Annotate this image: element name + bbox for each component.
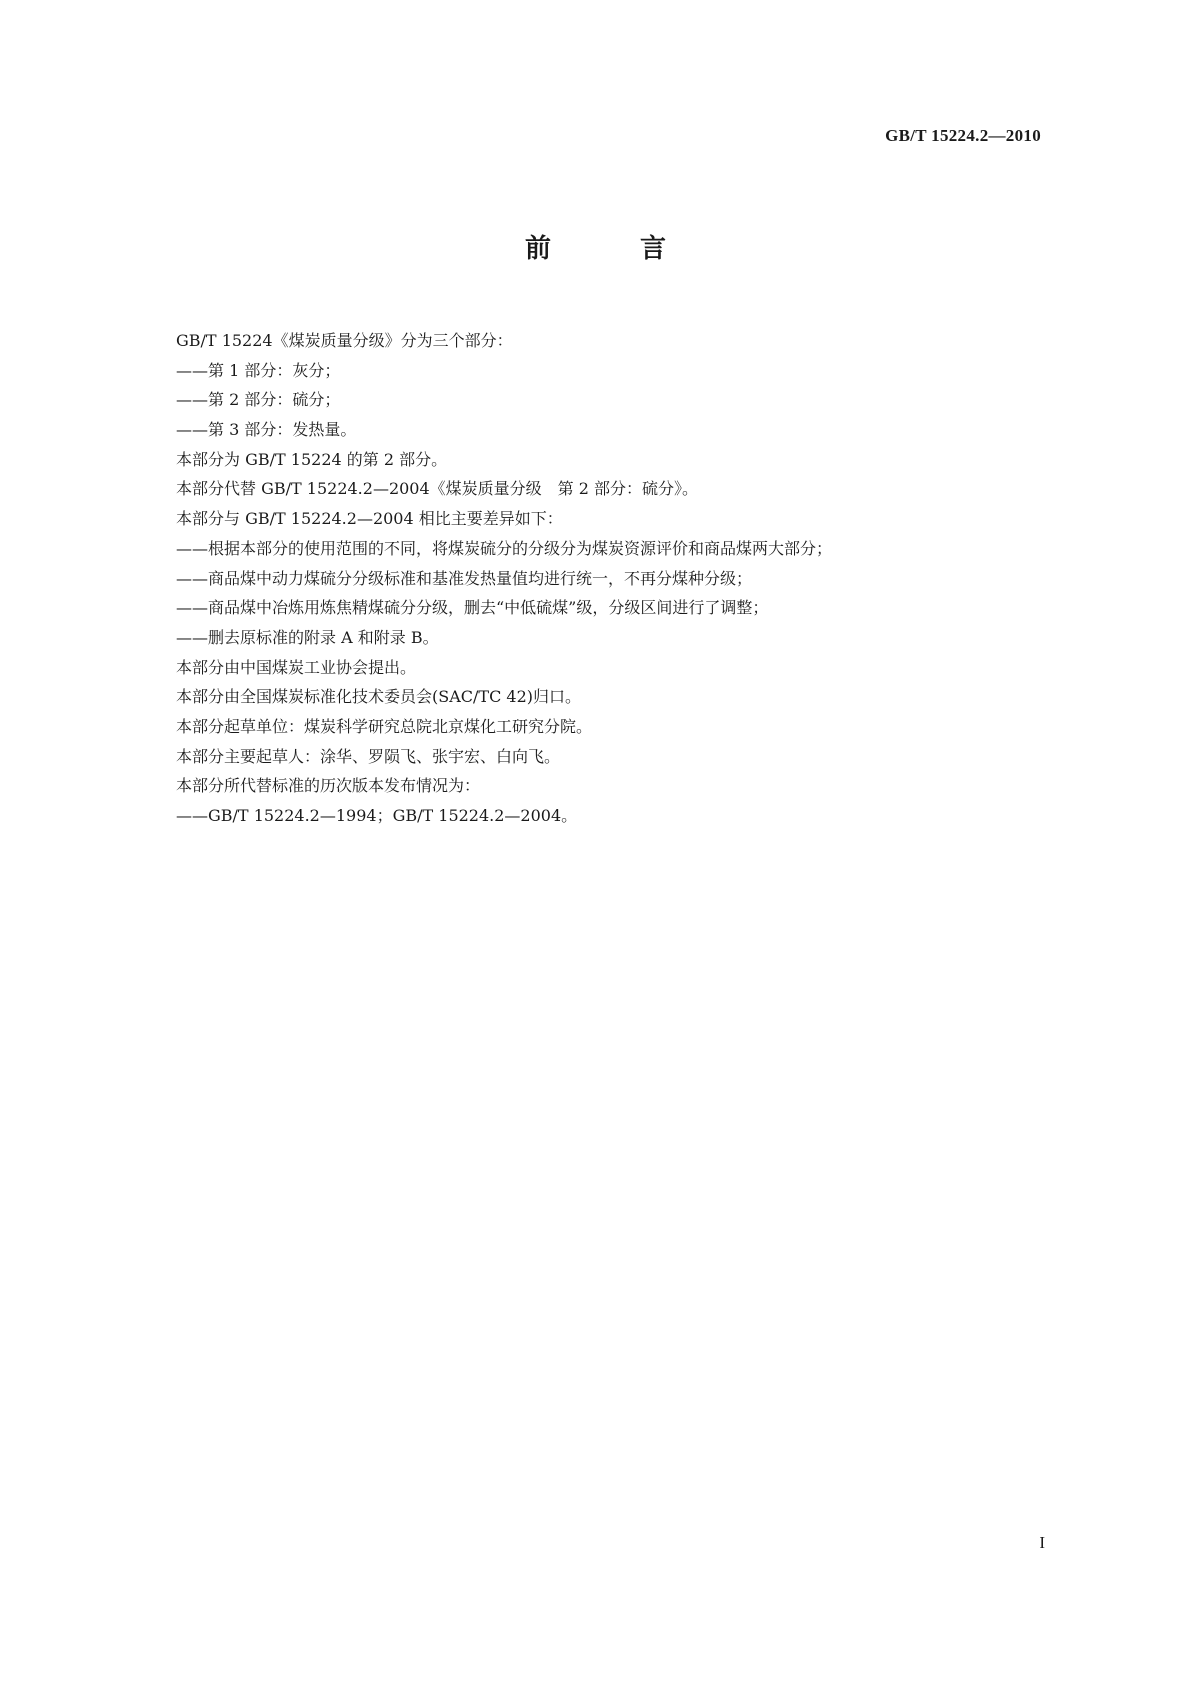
text-line: 本部分所代替标准的历次版本发布情况为： [176,776,481,796]
foreword-body [176,326,1036,831]
text-line: ——商品煤中冶炼用炼焦精煤硫分分级，删去“中低硫煤”级，分级区间进行了调整； [176,598,769,618]
page-number: I [1039,1533,1045,1552]
text-line: 本部分为 GB/T 15224 的第 2 部分。 [176,449,448,469]
text-line: ——第 3 部分：发热量。 [176,420,357,440]
text-line: ——根据本部分的使用范围的不同，将煤炭硫分的分级分为煤炭资源评价和商品煤两大部分； [176,538,833,558]
text-line: 本部分由全国煤炭标准化技术委员会(SAC/TC 42)归口。 [176,687,581,707]
text-line: ——删去原标准的附录 A 和附录 B。 [176,627,439,647]
text-line: 本部分代替 GB/T 15224.2—2004《煤炭质量分级 第 2 部分：硫分》。 [176,479,699,499]
text-line: 本部分与 GB/T 15224.2—2004 相比主要差异如下： [176,509,563,529]
text-line: ——GB/T 15224.2—1994；GB/T 15224.2—2004。 [176,806,578,825]
text-line: GB/T 15224《煤炭质量分级》分为三个部分： [176,331,513,350]
text-line: ——商品煤中动力煤硫分分级标准和基准发热量值均进行统一，不再分煤种分级； [176,568,753,588]
page-title: 前 言 [524,234,707,264]
text-line: 本部分起草单位：煤炭科学研究总院北京煤化工研究分院。 [176,716,593,736]
text-line: ——第 2 部分：硫分； [176,390,341,410]
text-line: 本部分由中国煤炭工业协会提出。 [176,657,417,677]
text-line: 本部分主要起草人：涂华、罗陨飞、张宇宏、白向飞。 [176,746,561,766]
standard-code: GB/T 15224.2—2010 [885,126,1041,145]
text-line: ——第 1 部分：灰分； [176,360,341,380]
